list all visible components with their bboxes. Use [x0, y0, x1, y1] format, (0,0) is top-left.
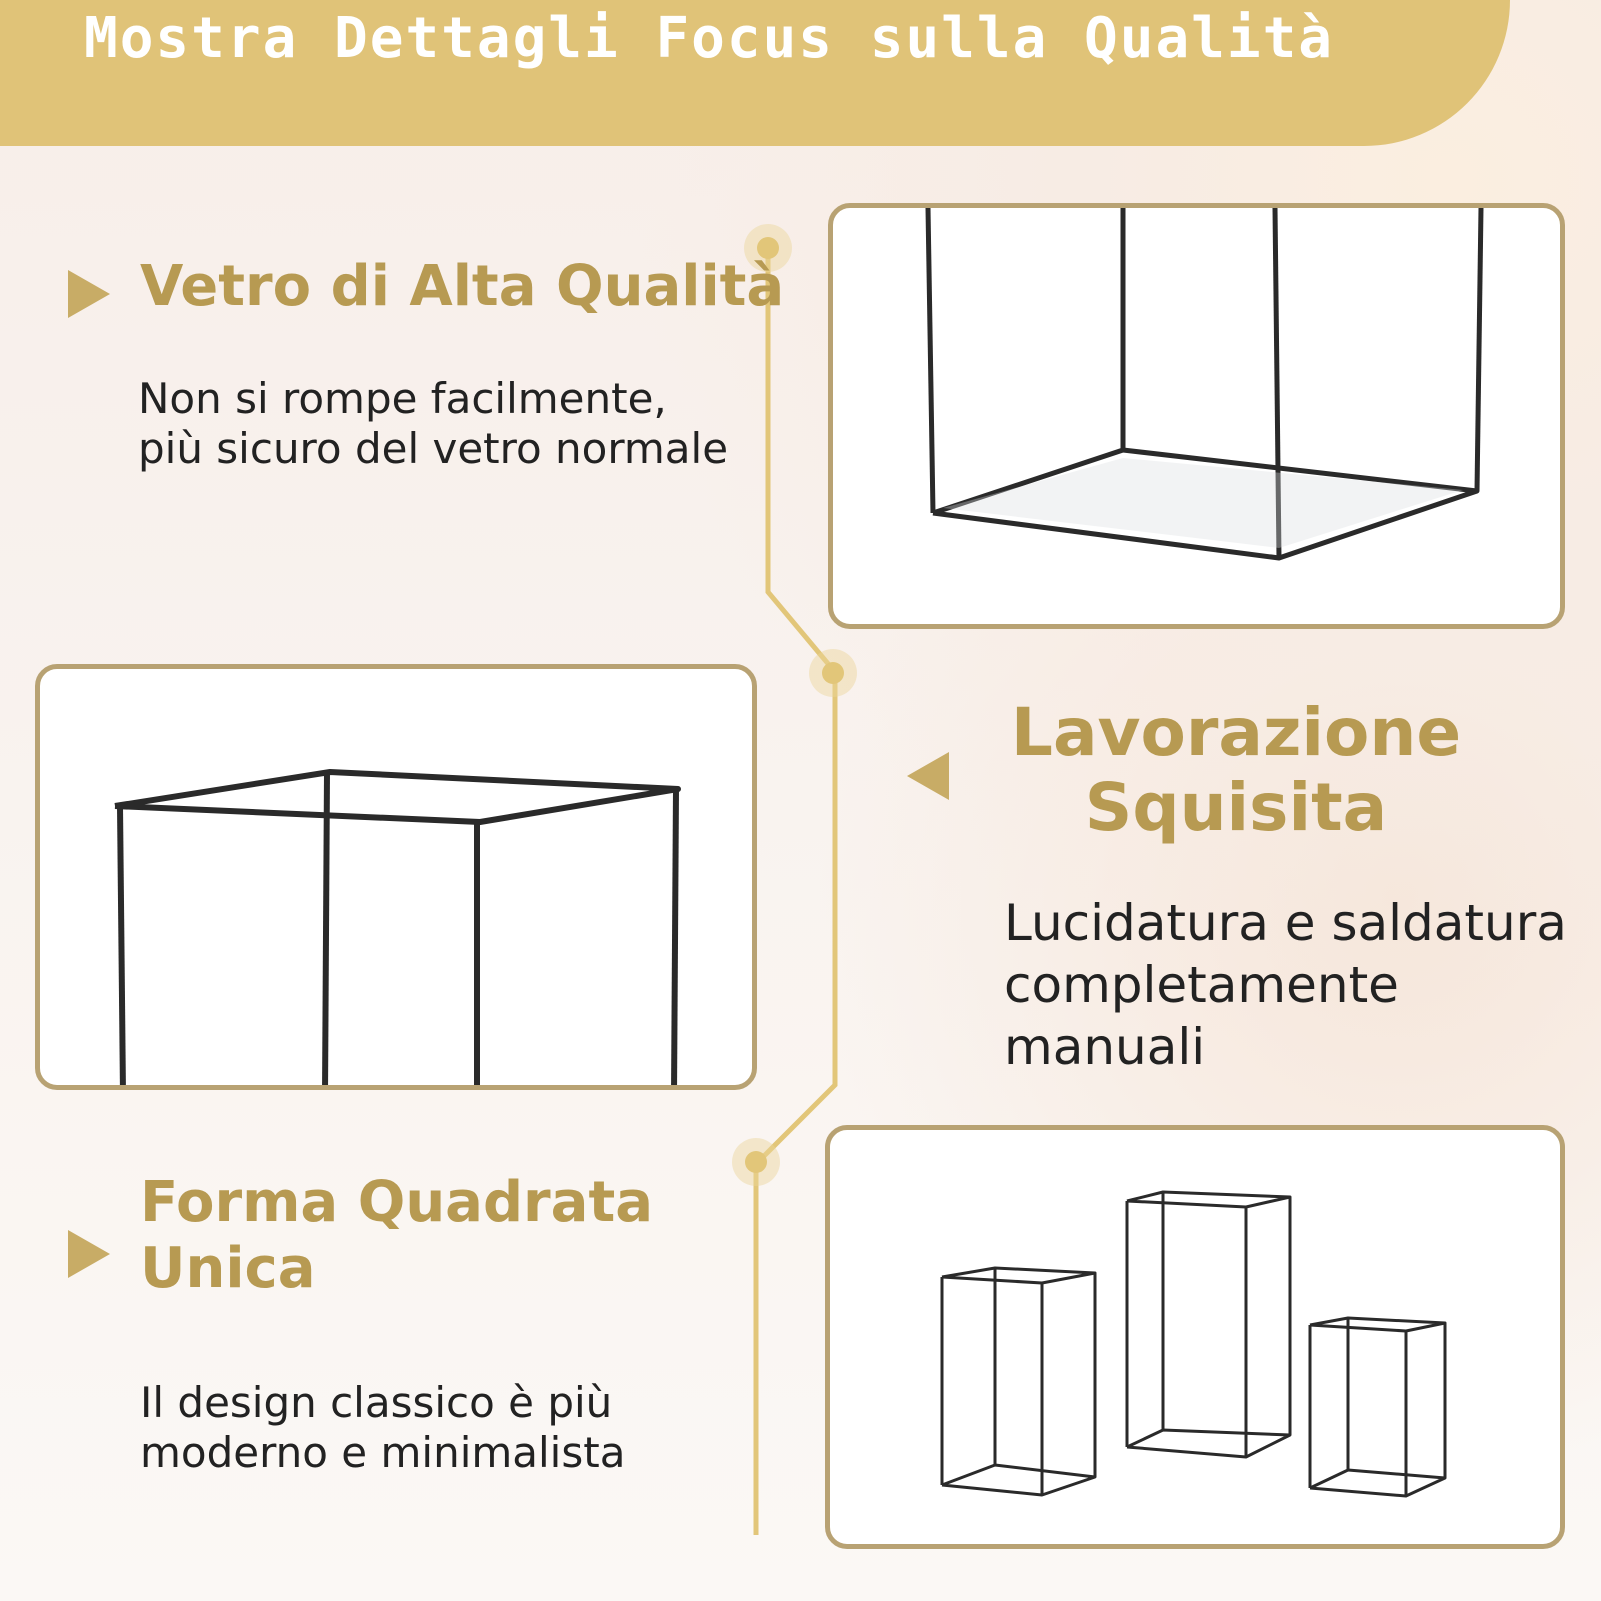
product-image-frame-top	[35, 664, 757, 1090]
feature-description-glass	[138, 374, 728, 475]
description-line: manuali	[1004, 1018, 1206, 1076]
feature-title-craftsmanship	[1005, 696, 1467, 845]
timeline-dot-icon	[745, 1151, 767, 1173]
description-line: moderno e minimalista	[140, 1428, 626, 1478]
title-line: Unica	[140, 1236, 316, 1302]
product-image-set-of-three	[825, 1125, 1565, 1549]
description-line: Lucidatura e saldatura	[1004, 894, 1567, 952]
feature-title-shape	[140, 1170, 653, 1302]
description-line: più sicuro del vetro normale	[138, 424, 729, 474]
description-line: Il design classico è più	[140, 1378, 613, 1427]
product-image-glass-base	[828, 203, 1565, 629]
page-title: Mostra Dettagli Focus sulla Qualità	[84, 6, 1335, 71]
feature-description-shape	[140, 1378, 625, 1479]
description-line: completamente	[1004, 956, 1399, 1014]
feature-title-glass: Vetro di Alta Qualità	[140, 254, 785, 319]
title-line: Lavorazione	[1010, 694, 1462, 771]
timeline-dot-icon	[822, 662, 844, 684]
description-line: Non si rompe facilmente,	[138, 374, 667, 423]
title-line: Forma Quadrata	[140, 1170, 654, 1235]
feature-description-craftsmanship	[1004, 892, 1567, 1078]
play-triangle-left-icon	[907, 752, 949, 800]
title-line: Squisita	[1084, 768, 1388, 846]
play-triangle-right-icon	[68, 1230, 110, 1278]
play-triangle-right-icon	[68, 270, 110, 318]
